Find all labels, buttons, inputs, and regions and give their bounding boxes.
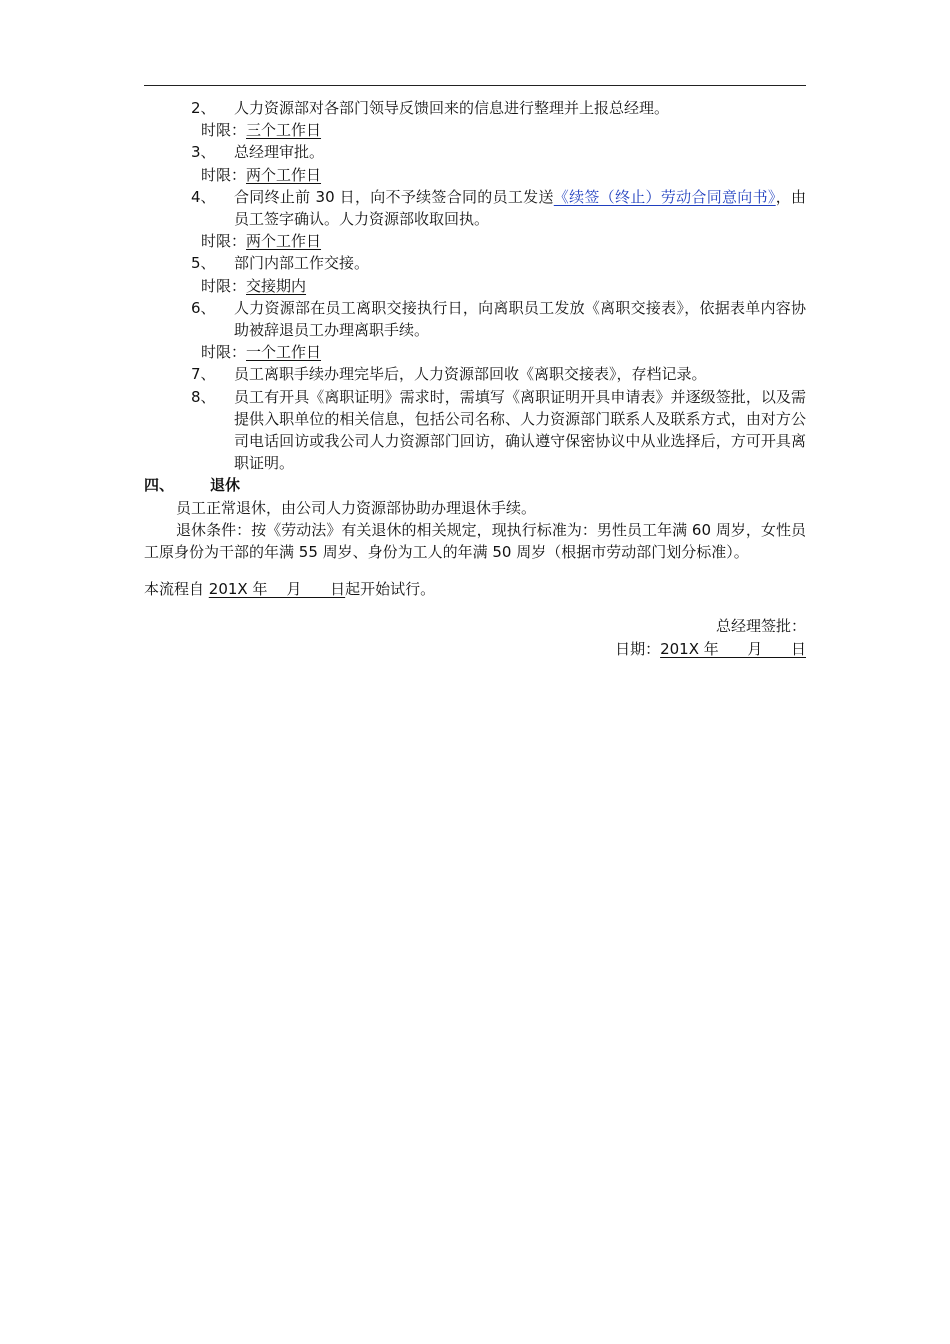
approval-label: 总经理签批： — [715, 617, 806, 636]
item-text: 员工离职手续办理完毕后，人力资源部回收《离职交接表》，存档记录。 — [234, 365, 707, 384]
item-number: 4、 — [191, 187, 216, 206]
list-item — [144, 97, 806, 119]
item-number: 8、 — [191, 387, 216, 406]
section-title: 退休 — [210, 476, 241, 495]
document-body — [144, 97, 806, 660]
item-text: 人力资源部在员工离职交接执行日，向离职员工发放《离职交接表》，依据表单内容协助被辞退员工办理离职手续。 — [234, 298, 806, 340]
header-rule — [144, 85, 806, 86]
time-limit: 时限：交接期内 — [201, 276, 307, 295]
time-limit: 时限：三个工作日 — [201, 121, 322, 140]
paragraph: 退休条件：按《劳动法》有关退休的相关规定，现执行标准为：男性员工年满 60 周岁，女性员工原身份为干部的年满 55 周岁、身份为工人的年满 50 周岁（根据市劳动部门划分标准）。 — [144, 520, 806, 562]
time-limit: 时限：两个工作日 — [201, 165, 322, 184]
list-item — [144, 386, 806, 475]
item-text: 人力资源部对各部门领导反馈回来的信息进行整理并上报总经理。 — [234, 99, 670, 117]
item-text: 部门内部工作交接。 — [234, 254, 370, 273]
list-item — [144, 141, 806, 163]
list-item — [144, 186, 806, 230]
item-number: 7、 — [191, 365, 216, 384]
trial-statement: 本流程自 201X 年 月 日起开始试行。 — [144, 580, 436, 599]
item-number: 6、 — [191, 298, 216, 317]
item-text: 总经理审批。 — [234, 143, 325, 162]
section-heading — [144, 474, 806, 496]
item-text: 合同终止前 30 日，向不予续签合同的员工发送《续签（终止）劳动合同意向书》，由员工签字确认。人力资源部收取回执。 — [234, 187, 806, 229]
paragraph: 员工正常退休，由公司人力资源部协助办理退休手续。 — [176, 498, 537, 517]
list-item — [144, 297, 806, 341]
time-limit: 时限：一个工作日 — [201, 343, 322, 362]
item-number: 2、 — [191, 99, 216, 117]
approval-date: 日期：201X 年 月 日 — [615, 639, 806, 658]
list-item — [144, 363, 806, 385]
section-number: 四、 — [144, 476, 175, 495]
contract-form-link[interactable]: 《续签（终止）劳动合同意向书》 — [553, 187, 776, 206]
time-limit: 时限：两个工作日 — [201, 232, 322, 251]
item-text: 员工有开具《离职证明》需求时，需填写《离职证明开具申请表》并逐级签批，以及需提供入职单位的相关信息，包括公司名称、人力资源部门联系人及联系方式，由对方公司电话回访或我公司人力资源部门回访，确认遵守保密协议中从业选择后，方可开具离职证明。 — [234, 387, 806, 473]
item-number: 5、 — [191, 254, 216, 273]
list-item — [144, 252, 806, 274]
item-number: 3、 — [191, 143, 216, 162]
